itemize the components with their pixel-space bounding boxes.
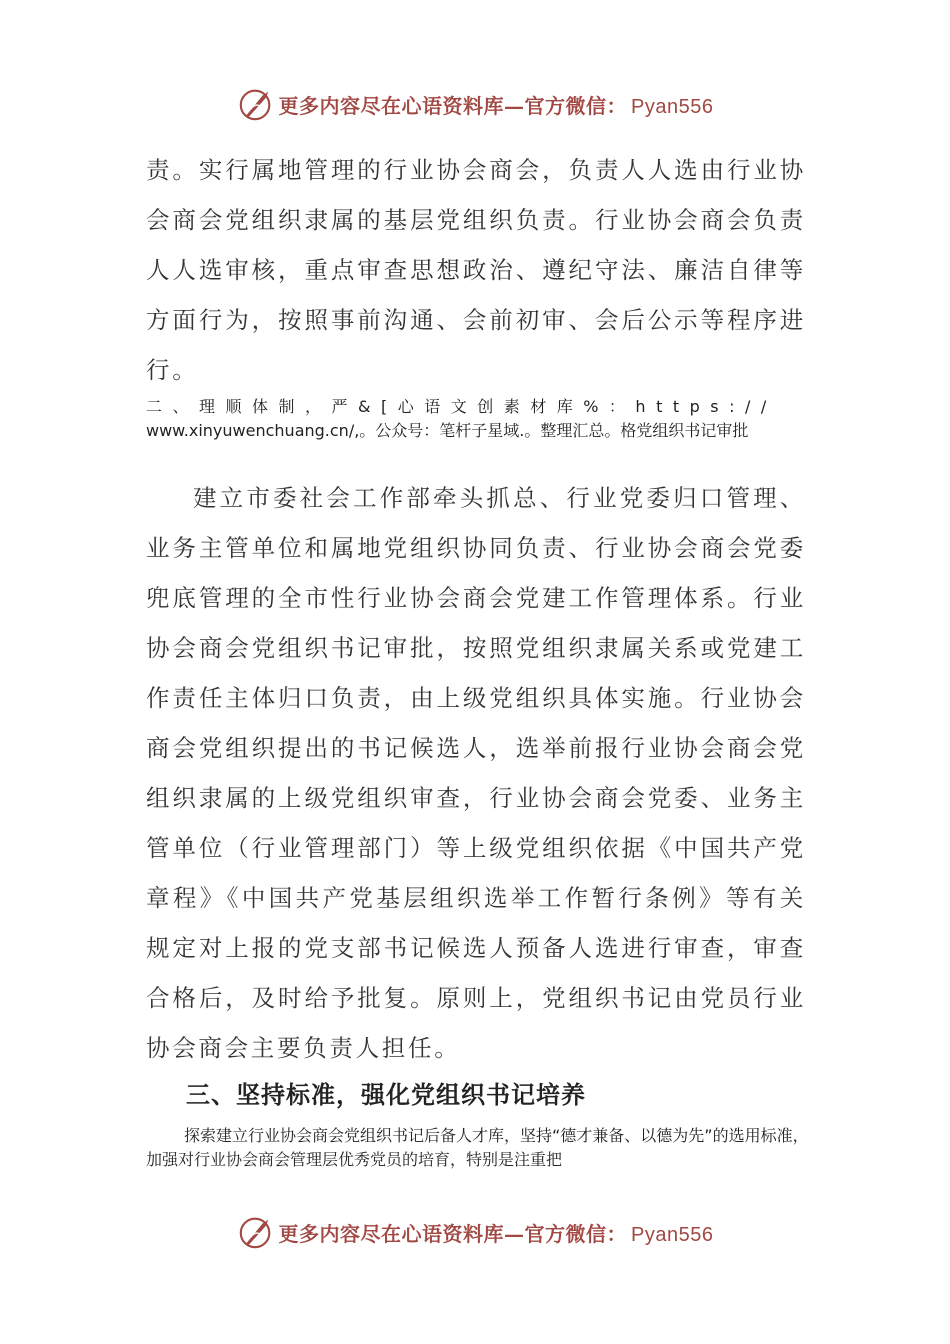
paragraph-1: 责。实行属地管理的行业协会商会，负责人人选由行业协会商会党组织隶属的基层党组织负责。行业协会商会负责人人选审核，重点审查思想政治、遵纪守法、廉洁自律等方面行为，按照事前沟通、会前初审、会后公示等程序进行。 [146, 156, 806, 384]
section-2-title [146, 395, 810, 443]
pen-nib-logo-icon [237, 85, 275, 123]
section-2-line-2: www.xinyuwenchuang.cn/,。公众号：笔杆子星域.。整理汇总。格党组织书记审批 [146, 421, 749, 440]
pen-nib-logo-icon [237, 1213, 275, 1251]
main-text-middle [146, 473, 806, 1073]
section-2-line-1: 二、理顺体制，严&[心语文创素材库%：https:// [146, 397, 777, 416]
footer-wechat: Pyan556 [631, 1223, 714, 1246]
paragraph-2: 建立市委社会工作部牵头抓总、行业党委归口管理、业务主管单位和属地党组织协同负责、行业协会商会党委兜底管理的全市性行业协会商会党建工作管理体系。行业协会商会党组织书记审批，按照党组织隶属关系或党建工作责任主体归口负责，由上级党组织具体实施。行业协会商会党组织提出的书记候选人，选举前报行业协会商会党组织隶属的上级党组织审查，行业协会商会党委、业务主管单位（行业管理部门）等上级党组织依据《中国共产党章程》《中国共产党基层组织选举工作暂行条例》等有关规定对上报的党支部书记候选人预备人选进行审查，审查合格后，及时给予批复。原则上，党组织书记由党员行业协会商会主要负责人担任。 [146, 484, 806, 1062]
page-header [0, 84, 950, 124]
footer-text: 更多内容尽在心语资料库—官方微信： Pyan556 [278, 1221, 714, 1246]
section-3-heading: 三、坚持标准，强化党组织书记培养 [186, 1080, 586, 1109]
paragraph-3: 探索建立行业协会商会党组织书记后备人才库，坚持“德才兼备、以德为先”的选用标准，加强对行业协会商会管理层优秀党员的培育，特别是注重把 [146, 1126, 809, 1169]
header-wechat: Pyan556 [631, 95, 714, 118]
main-text-top [146, 145, 806, 395]
header-text: 更多内容尽在心语资料库—官方微信： Pyan556 [278, 93, 714, 118]
page-footer [0, 1212, 950, 1252]
